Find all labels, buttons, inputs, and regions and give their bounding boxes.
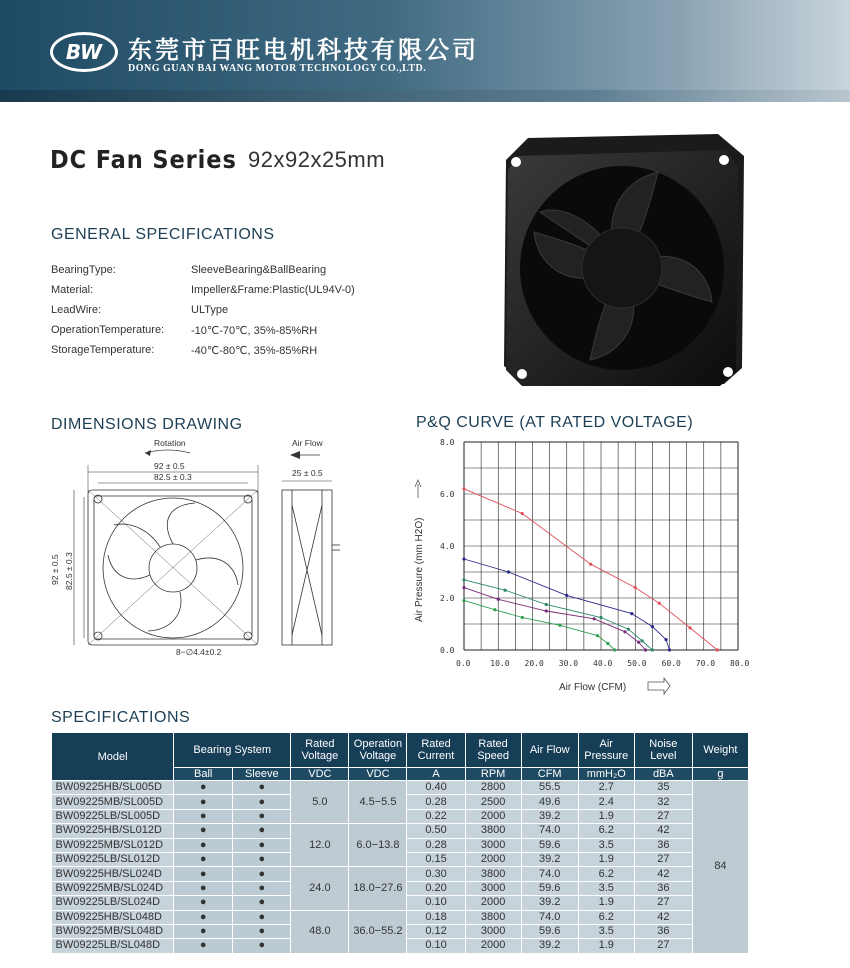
- cell-speed: 2500: [465, 795, 521, 809]
- col-rated-current: Rated Current: [407, 733, 465, 768]
- general-spec-value: -10℃-70℃, 35%-85%RH: [191, 325, 318, 337]
- cell-rated-voltage: 5.0: [291, 781, 349, 824]
- cell-model: BW09225MB/SL024D: [52, 881, 174, 895]
- company-logo: BW: [50, 32, 118, 72]
- rotation-label: Rotation: [154, 438, 186, 448]
- unit-cfm: CFM: [521, 768, 578, 781]
- cell-flow: 39.2: [521, 852, 578, 866]
- cell-ball-bullet: ●: [174, 924, 233, 938]
- x-tick-label: 40.0: [593, 659, 613, 668]
- pq-series-point: [593, 617, 596, 620]
- pq-series-point: [565, 594, 568, 597]
- cell-noise: 27: [634, 852, 692, 866]
- width-outer-dim: 92 ± 0.5: [154, 461, 185, 471]
- x-tick-label: 70.0: [695, 659, 716, 668]
- cell-pressure: 3.5: [578, 881, 634, 895]
- pq-series-point: [651, 648, 654, 651]
- cell-current: 0.22: [407, 809, 465, 823]
- cell-rated-voltage: 12.0: [291, 824, 349, 867]
- cell-noise: 42: [634, 910, 692, 924]
- cell-model: BW09225HB/SL012D: [52, 824, 174, 838]
- cell-pressure: 2.7: [578, 781, 634, 795]
- cell-model: BW09225HB/SL024D: [52, 867, 174, 881]
- pq-x-axis-label: Air Flow (CFM): [559, 682, 627, 693]
- unit-ball: Ball: [174, 768, 233, 781]
- cell-noise: 27: [634, 896, 692, 910]
- unit-vdc: VDC: [349, 768, 407, 781]
- pq-series-point: [641, 639, 644, 642]
- unit-a: A: [407, 768, 465, 781]
- cell-current: 0.28: [407, 838, 465, 852]
- cell-speed: 3000: [465, 881, 521, 895]
- cell-sleeve-bullet: ●: [233, 824, 291, 838]
- cell-sleeve-bullet: ●: [233, 881, 291, 895]
- table-row: [52, 867, 749, 881]
- cell-noise: 36: [634, 881, 692, 895]
- pq-series-point: [462, 586, 465, 589]
- y-tick-label: 4.0: [440, 542, 455, 551]
- cell-flow: 39.2: [521, 939, 578, 953]
- col-model: Model: [52, 733, 174, 781]
- cell-current: 0.20: [407, 881, 465, 895]
- pq-series-point: [688, 626, 691, 629]
- cell-ball-bullet: ●: [174, 910, 233, 924]
- cell-current: 0.28: [407, 795, 465, 809]
- height-inner-dim: 82.5 ± 0.3: [64, 552, 74, 590]
- cell-speed: 2000: [465, 809, 521, 823]
- pq-series-point: [589, 563, 592, 566]
- col-air-flow: Air Flow: [521, 733, 578, 768]
- x-tick-label: 60.0: [661, 659, 681, 668]
- cell-ball-bullet: ●: [174, 881, 233, 895]
- pq-series-point: [623, 630, 626, 633]
- pq-series-point: [630, 612, 633, 615]
- header-banner: [0, 0, 850, 90]
- col-air-pressure: Air Pressure: [578, 733, 634, 768]
- col-op-voltage: Operation Voltage: [349, 733, 407, 768]
- cell-pressure: 1.9: [578, 896, 634, 910]
- dimensions-title: DIMENSIONS DRAWING: [51, 416, 243, 433]
- unit-mmh2o: mmH₂O: [578, 768, 634, 781]
- general-spec-value: ULType: [191, 304, 229, 316]
- cell-model: BW09225HB/SL005D: [52, 781, 174, 795]
- cell-sleeve-bullet: ●: [233, 809, 291, 823]
- col-weight: Weight: [692, 733, 748, 768]
- pq-series-point: [545, 609, 548, 612]
- cell-sleeve-bullet: ●: [233, 867, 291, 881]
- pq-series-point: [664, 638, 667, 641]
- right-arrow-icon: [648, 678, 670, 694]
- cell-model: BW09225MB/SL005D: [52, 795, 174, 809]
- table-row: [52, 910, 749, 924]
- series-title: DC Fan Series: [50, 145, 237, 174]
- thickness-dim: 25 ± 0.5: [292, 468, 323, 478]
- pq-series-point: [651, 625, 654, 628]
- general-spec-key: Material:: [51, 284, 94, 296]
- cell-ball-bullet: ●: [174, 809, 233, 823]
- specifications-title: SPECIFICATIONS: [51, 709, 191, 726]
- cell-pressure: 1.9: [578, 809, 634, 823]
- y-tick-label: 0.0: [440, 646, 455, 655]
- cell-model: BW09225LB/SL005D: [52, 809, 174, 823]
- cell-ball-bullet: ●: [174, 867, 233, 881]
- cell-sleeve-bullet: ●: [233, 852, 291, 866]
- cell-pressure: 6.2: [578, 867, 634, 881]
- cell-ball-bullet: ●: [174, 852, 233, 866]
- table-row: [52, 781, 749, 795]
- cell-ball-bullet: ●: [174, 939, 233, 953]
- col-rated-voltage: Rated Voltage: [291, 733, 349, 768]
- company-name-cn: 东莞市百旺电机科技有限公司: [128, 36, 479, 64]
- cell-flow: 74.0: [521, 867, 578, 881]
- cell-sleeve-bullet: ●: [233, 896, 291, 910]
- cell-speed: 2800: [465, 781, 521, 795]
- pq-y-axis-label: Air Pressure (mm H2O): [414, 517, 425, 622]
- cell-model: BW09225HB/SL048D: [52, 910, 174, 924]
- cell-model: BW09225MB/SL048D: [52, 924, 174, 938]
- cell-sleeve-bullet: ●: [233, 781, 291, 795]
- height-outer-dim: 92 ± 0.5: [50, 554, 60, 585]
- x-tick-label: 80.0: [730, 659, 750, 668]
- pq-series-line: [464, 489, 717, 650]
- pq-series-point: [668, 648, 671, 651]
- cell-noise: 36: [634, 838, 692, 852]
- up-arrow-icon: [415, 480, 421, 498]
- cell-ball-bullet: ●: [174, 824, 233, 838]
- pq-series-point: [462, 557, 465, 560]
- cell-ball-bullet: ●: [174, 781, 233, 795]
- general-spec-key: OperationTemperature:: [51, 324, 165, 336]
- pq-series: [462, 487, 719, 651]
- pq-series-point: [627, 628, 630, 631]
- cell-speed: 2000: [465, 852, 521, 866]
- cell-model: BW09225MB/SL012D: [52, 838, 174, 852]
- cell-model: BW09225LB/SL048D: [52, 939, 174, 953]
- cell-speed: 2000: [465, 939, 521, 953]
- cell-noise: 42: [634, 824, 692, 838]
- cell-noise: 27: [634, 939, 692, 953]
- cell-weight: 84: [692, 781, 748, 954]
- pq-series-point: [504, 589, 507, 592]
- cell-speed: 3800: [465, 824, 521, 838]
- cell-sleeve-bullet: ●: [233, 924, 291, 938]
- header-band: [0, 90, 850, 102]
- pq-curve-chart: [412, 432, 850, 702]
- pq-series-point: [613, 648, 616, 651]
- general-specs-title: GENERAL SPECIFICATIONS: [51, 226, 275, 243]
- pq-series-point: [462, 599, 465, 602]
- x-tick-label: 30.0: [558, 659, 579, 668]
- pq-series-point: [634, 586, 637, 589]
- pq-series-point: [658, 602, 661, 605]
- cell-noise: 32: [634, 795, 692, 809]
- cell-op-voltage: 36.0−55.2: [349, 910, 407, 953]
- pq-series-point: [521, 616, 524, 619]
- pq-series-point: [497, 598, 500, 601]
- cell-noise: 42: [634, 867, 692, 881]
- cell-flow: 39.2: [521, 896, 578, 910]
- unit-vdc: VDC: [291, 768, 349, 781]
- pq-series-point: [637, 641, 640, 644]
- unit-sleeve: Sleeve: [233, 768, 291, 781]
- cell-flow: 59.6: [521, 924, 578, 938]
- specifications-body: [52, 781, 749, 954]
- pq-series-point: [558, 624, 561, 627]
- cell-speed: 3000: [465, 924, 521, 938]
- cell-ball-bullet: ●: [174, 896, 233, 910]
- cell-speed: 3800: [465, 910, 521, 924]
- cell-current: 0.18: [407, 910, 465, 924]
- pq-series-point: [545, 603, 548, 606]
- cell-current: 0.10: [407, 896, 465, 910]
- specifications-table: [51, 732, 749, 954]
- pq-x-ticks: [456, 659, 749, 668]
- pq-series-point: [507, 570, 510, 573]
- fan-photo: [498, 132, 746, 388]
- cell-pressure: 1.9: [578, 939, 634, 953]
- pq-series-line: [464, 580, 652, 650]
- cell-speed: 3000: [465, 838, 521, 852]
- pq-series-line: [464, 601, 615, 650]
- cell-op-voltage: 6.0−13.8: [349, 824, 407, 867]
- cell-current: 0.30: [407, 867, 465, 881]
- pq-series-point: [716, 648, 719, 651]
- y-tick-label: 8.0: [440, 438, 455, 447]
- cell-ball-bullet: ●: [174, 795, 233, 809]
- cell-flow: 74.0: [521, 824, 578, 838]
- pq-series-point: [606, 642, 609, 645]
- unit-rpm: RPM: [465, 768, 521, 781]
- mount-hole-dim: 8−∅4.4±0.2: [176, 647, 222, 657]
- cell-sleeve-bullet: ●: [233, 910, 291, 924]
- cell-flow: 74.0: [521, 910, 578, 924]
- table-row: [52, 824, 749, 838]
- x-tick-label: 10.0: [490, 659, 510, 668]
- cell-current: 0.10: [407, 939, 465, 953]
- cell-speed: 2000: [465, 896, 521, 910]
- general-spec-key: StorageTemperature:: [51, 344, 155, 356]
- cell-ball-bullet: ●: [174, 838, 233, 852]
- general-spec-key: LeadWire:: [51, 304, 102, 316]
- general-spec-key: BearingType:: [51, 264, 116, 276]
- cell-flow: 49.6: [521, 795, 578, 809]
- cell-current: 0.15: [407, 852, 465, 866]
- cell-sleeve-bullet: ●: [233, 838, 291, 852]
- pq-series-point: [462, 578, 465, 581]
- cell-noise: 27: [634, 809, 692, 823]
- pq-curve-title: P&Q CURVE (AT RATED VOLTAGE): [416, 414, 694, 431]
- general-spec-value: Impeller&Frame:Plastic(UL94V-0): [191, 284, 355, 296]
- cell-pressure: 6.2: [578, 824, 634, 838]
- general-spec-value: -40℃-80℃, 35%-85%RH: [191, 345, 318, 357]
- pq-series-point: [599, 616, 602, 619]
- x-tick-label: 20.0: [524, 659, 544, 668]
- cell-flow: 59.6: [521, 838, 578, 852]
- x-tick-label: 50.0: [627, 659, 647, 668]
- cell-flow: 55.5: [521, 781, 578, 795]
- airflow-label: Air Flow: [292, 438, 323, 448]
- pq-series-point: [493, 608, 496, 611]
- cell-pressure: 1.9: [578, 852, 634, 866]
- cell-rated-voltage: 24.0: [291, 867, 349, 910]
- series-size: 92x92x25mm: [248, 147, 386, 172]
- cell-model: BW09225LB/SL012D: [52, 852, 174, 866]
- cell-current: 0.40: [407, 781, 465, 795]
- width-inner-dim: 82.5 ± 0.3: [154, 472, 192, 482]
- col-noise: Noise Level: [634, 733, 692, 768]
- cell-model: BW09225LB/SL024D: [52, 896, 174, 910]
- unit-dba: dBA: [634, 768, 692, 781]
- col-rated-speed: Rated Speed: [465, 733, 521, 768]
- cell-noise: 36: [634, 924, 692, 938]
- x-tick-label: 0.0: [456, 659, 471, 668]
- cell-pressure: 3.5: [578, 924, 634, 938]
- pq-series-point: [462, 487, 465, 490]
- pq-series-point: [521, 512, 524, 515]
- cell-flow: 59.6: [521, 881, 578, 895]
- cell-pressure: 3.5: [578, 838, 634, 852]
- cell-speed: 3800: [465, 867, 521, 881]
- pq-series-point: [596, 634, 599, 637]
- cell-sleeve-bullet: ●: [233, 939, 291, 953]
- cell-pressure: 2.4: [578, 795, 634, 809]
- cell-op-voltage: 18.0−27.6: [349, 867, 407, 910]
- dimensions-drawing: [50, 435, 340, 665]
- unit-g: g: [692, 768, 748, 781]
- cell-noise: 35: [634, 781, 692, 795]
- y-tick-label: 2.0: [440, 594, 455, 603]
- cell-op-voltage: 4.5−5.5: [349, 781, 407, 824]
- y-tick-label: 6.0: [440, 490, 455, 499]
- pq-series-point: [644, 648, 647, 651]
- company-name-en: DONG GUAN BAI WANG MOTOR TECHNOLOGY CO.,LTD.: [128, 63, 427, 74]
- cell-current: 0.12: [407, 924, 465, 938]
- general-spec-value: SleeveBearing&BallBearing: [191, 264, 327, 276]
- cell-flow: 39.2: [521, 809, 578, 823]
- cell-pressure: 6.2: [578, 910, 634, 924]
- cell-current: 0.50: [407, 824, 465, 838]
- cell-sleeve-bullet: ●: [233, 795, 291, 809]
- pq-y-ticks: [440, 438, 455, 655]
- col-bearing: Bearing System: [174, 733, 291, 768]
- cell-rated-voltage: 48.0: [291, 910, 349, 953]
